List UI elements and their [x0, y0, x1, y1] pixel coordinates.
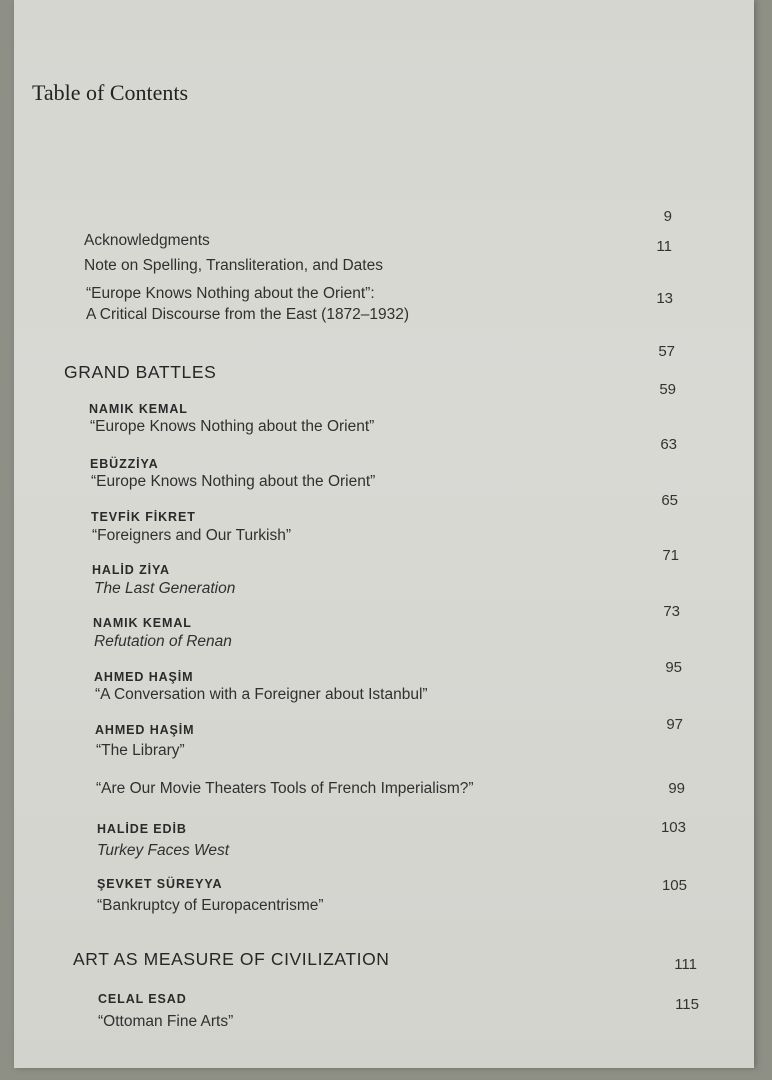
page-number: 11 — [656, 238, 672, 255]
page-number: 103 — [660, 819, 686, 836]
entry-title: “A Conversation with a Foreigner about Istanbul” — [95, 686, 428, 703]
entry-title: “Foreigners and Our Turkish” — [92, 527, 291, 544]
entry-author: AHMED HAŞİM — [95, 723, 195, 737]
entry-author: EBÜZZİYA — [90, 457, 159, 471]
page-number: 57 — [658, 343, 675, 360]
page-number: 111 — [674, 956, 697, 973]
entry-title: “Are Our Movie Theaters Tools of French Imperialism?” — [96, 780, 474, 797]
page-number: 13 — [656, 290, 673, 307]
page-number: 63 — [660, 436, 677, 453]
page-number: 65 — [661, 492, 678, 509]
section-heading: GRAND BATTLES — [64, 362, 217, 382]
entry-title: “Europe Knows Nothing about the Orient” — [91, 473, 376, 490]
page-number: 95 — [665, 659, 682, 676]
entry-title: The Last Generation — [94, 580, 236, 597]
toc-entry-note: Note on Spelling, Transliteration, and Dates — [84, 257, 383, 274]
entry-title: Turkey Faces West — [97, 842, 230, 859]
entry-author: HALİDE EDİB — [97, 822, 187, 836]
entry-author: NAMIK KEMAL — [93, 616, 192, 630]
entry-author: TEVFİK FİKRET — [91, 510, 196, 524]
page-number: 97 — [666, 716, 683, 733]
book-page — [14, 0, 754, 1068]
entry-author: CELAL ESAD — [98, 992, 187, 1006]
entry-title: “The Library” — [96, 742, 185, 759]
page-number: 59 — [659, 381, 676, 398]
page-number: 115 — [675, 996, 699, 1013]
page-number: 71 — [662, 547, 679, 564]
toc-entry-intro-line2: A Critical Discourse from the East (1872–1932) — [86, 306, 410, 323]
entry-title: “Bankruptcy of Europacentrisme” — [97, 897, 324, 914]
entry-author: HALİD ZİYA — [92, 563, 170, 577]
page-number: 9 — [663, 208, 672, 225]
page-number: 99 — [668, 780, 685, 797]
toc-entry-acknowledgments: Acknowledgments — [84, 232, 210, 249]
entry-title: “Ottoman Fine Arts” — [98, 1013, 234, 1030]
entry-author: AHMED HAŞİM — [94, 670, 194, 684]
entry-author: ŞEVKET SÜREYYA — [97, 877, 223, 891]
entry-title: “Europe Knows Nothing about the Orient” — [90, 418, 375, 435]
entry-author: NAMIK KEMAL — [89, 402, 188, 416]
entry-title: Refutation of Renan — [94, 633, 232, 650]
toc-entry-intro-line1: “Europe Knows Nothing about the Orient”: — [86, 285, 375, 302]
page-number: 73 — [663, 603, 680, 620]
page-title: Table of Contents — [32, 80, 189, 105]
section-heading: ART AS MEASURE OF CIVILIZATION — [73, 949, 390, 969]
page-number: 105 — [661, 877, 687, 894]
